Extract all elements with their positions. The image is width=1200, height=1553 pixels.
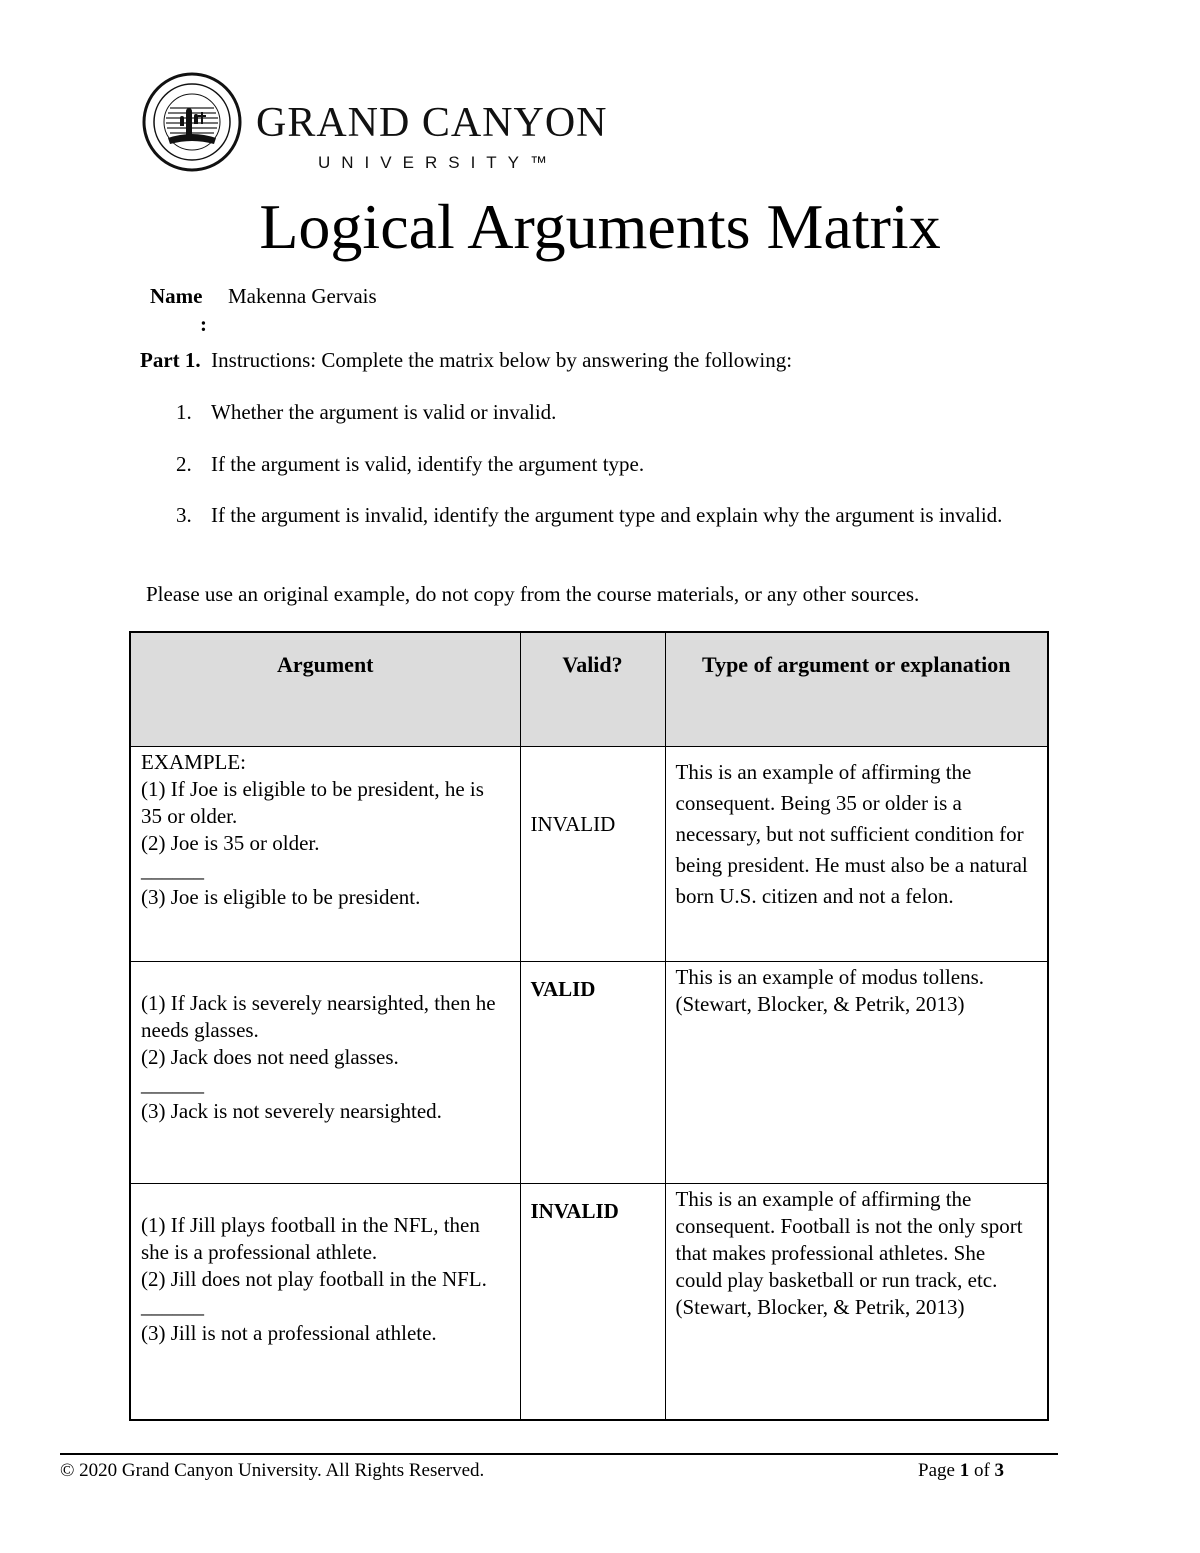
validity-value: INVALID bbox=[530, 812, 616, 836]
explanation-text: This is an example of modus tollens. (Stewart, Blocker, & Petrik, 2013) bbox=[675, 965, 985, 1016]
argument-conclusion: (3) Jack is not severely nearsighted. bbox=[141, 1099, 442, 1123]
argument-premise-1: (1) If Joe is eligible to be president, he is 35 or older. bbox=[141, 777, 484, 828]
validity-cell bbox=[520, 747, 665, 962]
page-prefix: Page bbox=[918, 1460, 955, 1481]
argument-lead: EXAMPLE: bbox=[141, 750, 246, 774]
table-row bbox=[130, 962, 1048, 1184]
part1-text: Instructions: Complete the matrix below by answering the following: bbox=[211, 348, 793, 372]
page-total: 3 bbox=[994, 1460, 1005, 1481]
footer-divider bbox=[60, 1453, 1058, 1455]
page-current: 1 bbox=[959, 1460, 970, 1481]
argument-premise-2: (2) Jack does not need glasses. bbox=[141, 1045, 399, 1069]
argument-cell bbox=[130, 1184, 520, 1420]
header-type: Type of argument or explanation bbox=[665, 632, 1048, 747]
name-label: Name bbox=[150, 284, 203, 308]
logo-subwordmark: UNIVERSITY™ bbox=[318, 153, 559, 172]
table-header-row bbox=[130, 632, 1048, 747]
instruction-number: 3. bbox=[176, 503, 192, 527]
part1-label: Part 1. bbox=[140, 348, 201, 372]
argument-premise-1: (1) If Jack is severely nearsighted, then he needs glasses. bbox=[141, 991, 496, 1042]
part1-instructions bbox=[140, 348, 792, 373]
validity-cell bbox=[520, 1184, 665, 1420]
instruction-text: If the argument is invalid, identify the argument type and explain why the argument is invalid. bbox=[211, 503, 1003, 527]
argument-conclusion: (3) Jill is not a professional athlete. bbox=[141, 1321, 437, 1345]
original-example-note: Please use an original example, do not copy from the course materials, or any other sources. bbox=[146, 582, 920, 606]
argument-premise-2: (2) Jill does not play football in the NFL. bbox=[141, 1267, 487, 1291]
footer-copyright: © 2020 Grand Canyon University. All Rights Reserved. bbox=[60, 1460, 485, 1481]
validity-cell bbox=[520, 962, 665, 1184]
argument-premise-1: (1) If Jill plays football in the NFL, then she is a professional athlete. bbox=[141, 1213, 480, 1264]
validity-value: VALID bbox=[530, 977, 596, 1001]
instruction-number: 1. bbox=[176, 400, 192, 424]
footer-page-number bbox=[918, 1460, 1004, 1482]
argument-rule: ______ bbox=[141, 1072, 204, 1096]
gcu-logo bbox=[140, 72, 620, 172]
page-title: Logical Arguments Matrix bbox=[259, 191, 941, 262]
argument-rule: ______ bbox=[141, 1294, 204, 1318]
argument-cell bbox=[130, 747, 520, 962]
table-row bbox=[130, 1184, 1048, 1420]
name-colon: : bbox=[200, 312, 207, 336]
explanation-text: This is an example of affirming the consequent. Football is not the only sport that makes professional athletes. She could play basketball or run track, etc. (Stewart, Blocker, & Petrik, 2013) bbox=[675, 1187, 1023, 1319]
explanation-text: This is an example of affirming the consequent. Being 35 or older is a necessary, but not sufficient condition for being president. He must also be a natural born U.S. citizen and not a felon. bbox=[675, 760, 1028, 908]
header-valid: Valid? bbox=[520, 632, 665, 747]
name-value: Makenna Gervais bbox=[228, 284, 377, 308]
explanation-cell bbox=[665, 1184, 1048, 1420]
page-of: of bbox=[973, 1460, 990, 1481]
gcu-seal-icon bbox=[140, 72, 244, 172]
instruction-text: If the argument is valid, identify the argument type. bbox=[211, 452, 645, 476]
header-argument: Argument bbox=[130, 632, 520, 747]
argument-rule: ______ bbox=[141, 858, 204, 882]
table-row bbox=[130, 747, 1048, 962]
argument-premise-2: (2) Joe is 35 or older. bbox=[141, 831, 320, 855]
explanation-cell bbox=[665, 747, 1048, 962]
argument-cell bbox=[130, 962, 520, 1184]
instruction-text: Whether the argument is valid or invalid. bbox=[211, 400, 557, 424]
instruction-number: 2. bbox=[176, 452, 192, 476]
explanation-cell bbox=[665, 962, 1048, 1184]
validity-value: INVALID bbox=[530, 1199, 619, 1223]
logo-wordmark: GRAND CANYON bbox=[256, 100, 608, 146]
argument-conclusion: (3) Joe is eligible to be president. bbox=[141, 885, 421, 909]
logical-arguments-table bbox=[129, 631, 1049, 1421]
